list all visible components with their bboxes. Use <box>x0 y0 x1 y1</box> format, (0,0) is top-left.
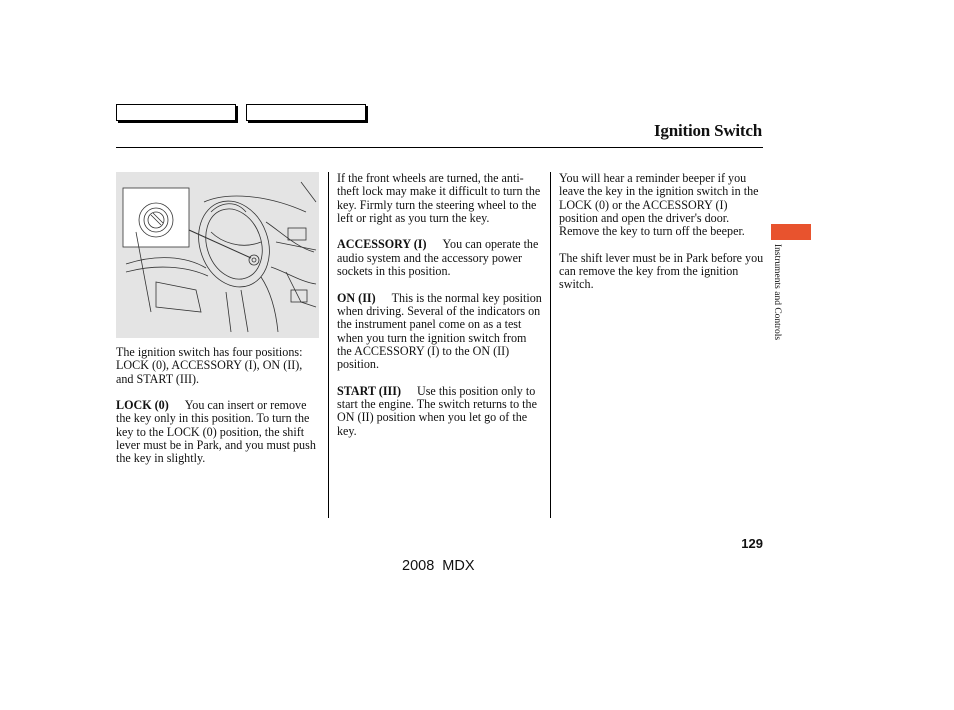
column-divider <box>550 172 551 518</box>
column-divider <box>328 172 329 518</box>
ignition-key-dashboard-icon <box>116 172 319 338</box>
page-title: Ignition Switch <box>654 121 762 140</box>
start-term: START (III) <box>337 383 401 398</box>
header-rule <box>116 147 763 148</box>
beeper-paragraph: You will hear a reminder beeper if you leave the key in the ignition switch in the LOCK (0) or the ACCESSORY (I) position and open the driver's door. Remove the key to turn off the beeper. <box>559 171 759 239</box>
text-column-3 <box>559 172 764 305</box>
wheels-paragraph: If the front wheels are turned, the anti-theft lock may make it difficult to turn the key. Firmly turn the steering wheel to the left or right as you turn the key. <box>337 171 541 225</box>
intro-paragraph: The ignition switch has four positions: LOCK (0), ACCESSORY (I), ON (II), and START (III). <box>116 345 303 386</box>
section-label: Instruments and Controls <box>772 244 782 341</box>
page-number: 129 <box>741 536 763 551</box>
text-column-1 <box>116 346 318 479</box>
on-paragraph <box>337 292 542 372</box>
start-paragraph <box>337 385 542 438</box>
lock-paragraph <box>116 399 318 465</box>
text-column-2 <box>337 172 542 451</box>
on-term: ON (II) <box>337 290 376 305</box>
nav-button-next[interactable] <box>246 104 366 121</box>
footer-model: 2008 MDX <box>402 558 475 574</box>
lock-text: You can insert or remove the key only in this position. To turn the key to the LOCK (0) position, the shift lever must be in Park, and you must push the key in slightly. <box>116 398 316 466</box>
accessory-term: ACCESSORY (I) <box>337 237 427 252</box>
park-paragraph: The shift lever must be in Park before you can remove the key from the ignition switch. <box>559 250 764 292</box>
accessory-text: You can operate the audio system and the accessory power sockets in this position. <box>337 237 539 279</box>
lock-term: LOCK (0) <box>116 398 169 413</box>
on-text: This is the normal key position when driving. Several of the indicators on the instrument panel come on as a test when you turn the ignition switch from the ACCESSORY (I) to the ON (II) position. <box>337 290 542 372</box>
ignition-switch-illustration <box>116 172 319 338</box>
accessory-paragraph <box>337 238 542 278</box>
section-tab[interactable] <box>771 224 811 240</box>
start-text: Use this position only to start the engine. The switch returns to the ON (II) position when you let go of the key. <box>337 383 537 438</box>
nav-button-previous[interactable] <box>116 104 236 121</box>
